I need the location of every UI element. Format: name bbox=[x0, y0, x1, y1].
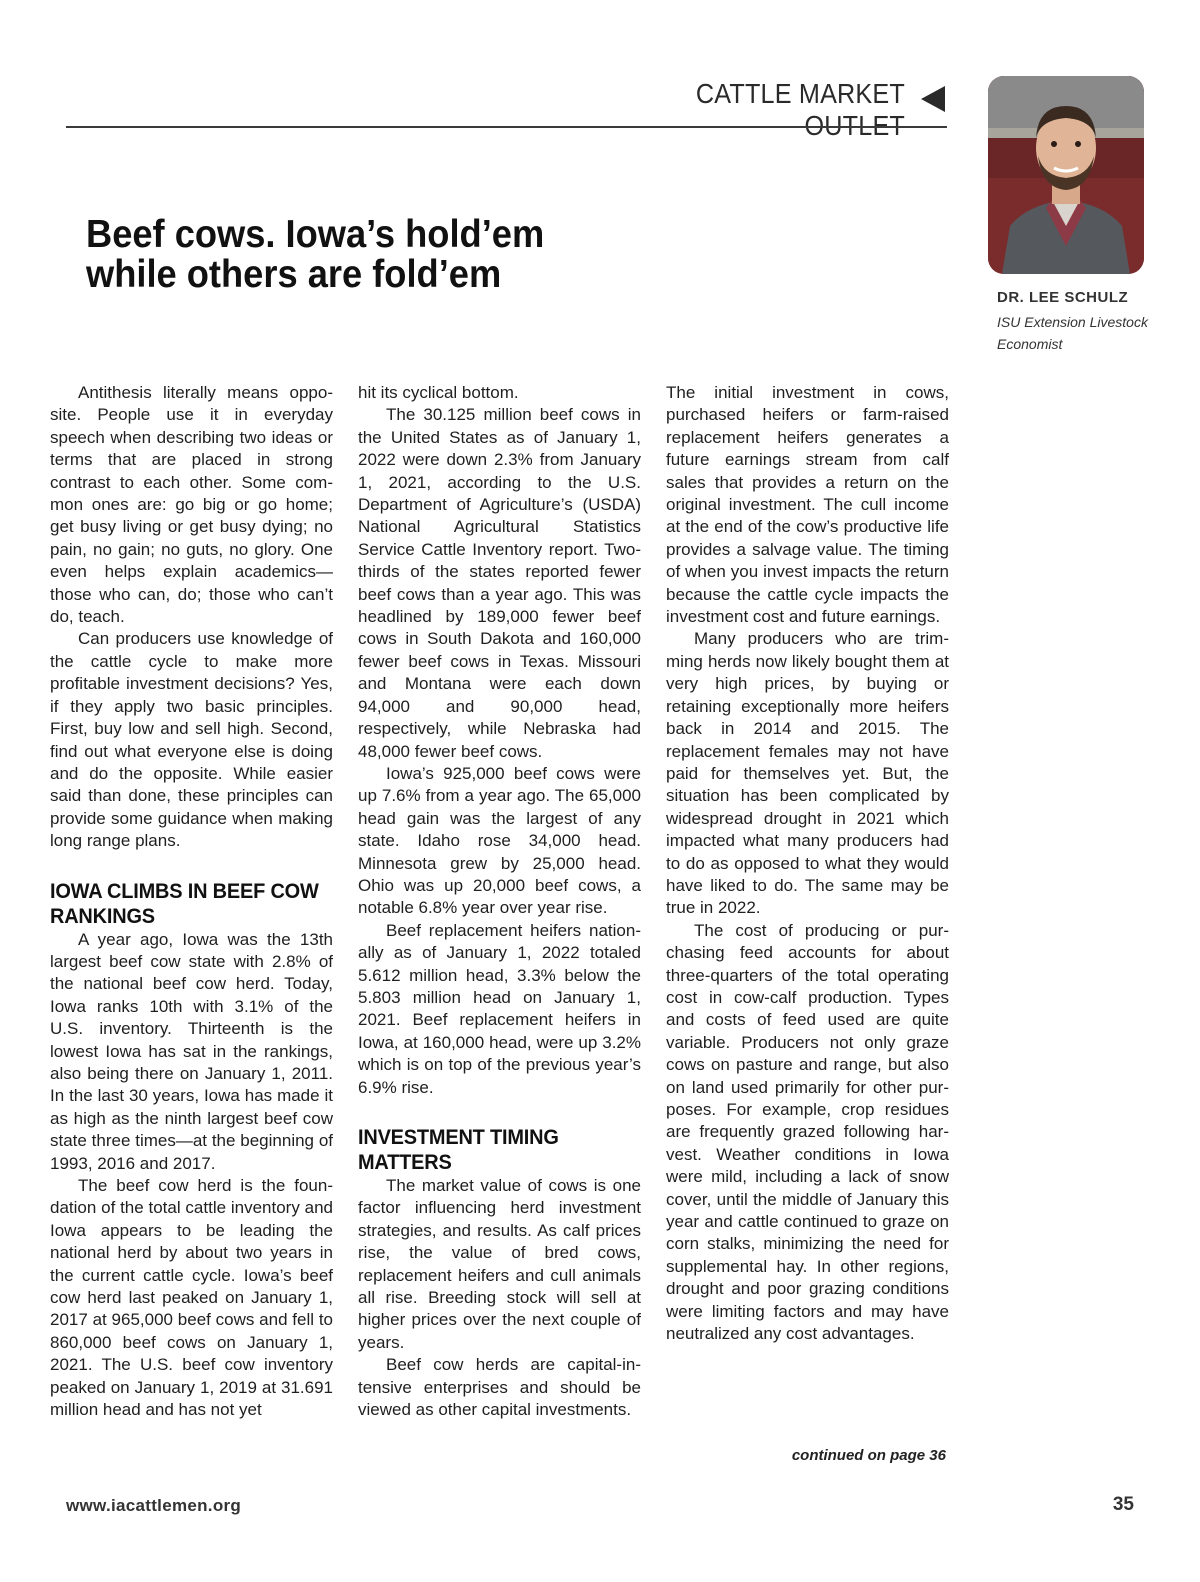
section-arrow-icon bbox=[921, 86, 945, 112]
header-divider bbox=[66, 126, 947, 128]
paragraph: The market value of cows is one factor influencing herd investment strategies, and results. As calf prices rise, the value of bred cows, replacement heifers and cull animals all rise. Breeding stock will sell at higher prices over the next couple of years. bbox=[358, 1176, 641, 1352]
section-heading: INVESTMENT TIMING MATTERS bbox=[358, 1126, 559, 1174]
paragraph: Antithesis literally means opposite. People use it in everyday speech when describing two ideas or terms that are placed in strong contrast to each other. Some common ones are: go big or go home; get busy living or get busy dying; no pain, no gain; no guts, no glory. One even helps explain academics—those who can, do; those who can’t do, teach. bbox=[50, 383, 333, 627]
footer-website-link[interactable]: www.iacattlemen.org bbox=[66, 1496, 242, 1515]
paragraph: The beef cow herd is the foundation of the total cattle inventory and Iowa appears to be leading the national herd by about two years in the current cattle cycle. Iowa’s beef cow herd last peaked on January 1, 2017 at 965,000 beef cows and fell to 860,000 beef cows on January 1, 2021. The U.S. beef cow inventory peaked on January 1, 2019 at 31.691 million head and has not yet bbox=[50, 1176, 333, 1420]
paragraph: Many producers who are trimming herds now likely bought them at very high prices, by buying or retaining exceptionally more heifers back in 2014 and 2015. The replacement females may not have paid for themselves yet. But, the situation has been complicated by widespread drought in 2021 which impacted what many producers had to do as opposed to what they would have liked to do. The same may be true in 2022. bbox=[666, 629, 949, 918]
author-name: DR. LEE SCHULZ bbox=[997, 289, 1129, 306]
page-number: 35 bbox=[1112, 1494, 1134, 1515]
section-heading: IOWA CLIMBS IN BEEF COW RANKINGS bbox=[50, 879, 319, 928]
paragraph: A year ago, Iowa was the 13th largest beef cow state with 2.8% of the national beef cow herd. Today, Iowa ranks 10th with 3.1% of the U.S. inventory. Thirteenth is the lowest Iowa has sat in the rankings, also being there on January 1, 2011. In the last 30 years, Iowa has made it as high as the ninth largest beef cow state three times—at the beginning of 1993, 2016 and 2017. bbox=[50, 929, 333, 1173]
paragraph: Beef cow herds are capital-intensive enterprises and should be viewed as other capital investments. bbox=[358, 1355, 641, 1420]
author-photo bbox=[988, 76, 1144, 274]
article-headline: Beef cows. Iowa’s hold’em while others are fold’em bbox=[86, 213, 545, 296]
paragraph: Iowa’s 925,000 beef cows were up 7.6% from a year ago. The 65,000 head gain was the largest of any state. Idaho rose 34,000 head. Minnesota grew by 25,000 head. Ohio was up 20,000 beef cows, a notable 6.8% year over year rise. bbox=[358, 763, 641, 918]
continued-note: continued on page 36 bbox=[791, 1447, 946, 1464]
paragraph: The 30.125 million beef cows in the United States as of January 1, 2022 were down 2.3% from January 1, 2021, according to the U.S. Department of Agriculture’s (USDA) National Agricultural Statistics Service Cattle Inventory report. Two-thirds of the states reported fewer beef cows than a year ago. This was headlined by 189,000 fewer beef cows in South Dakota and 160,000 fewer beef cows in Texas. Missouri and Montana were each down 94,000 and 90,000 head, respectively, while Nebraska had 48,000 fewer beef cows. bbox=[358, 405, 641, 761]
author-title: ISU Extension Livestock Economist bbox=[997, 314, 1148, 352]
paragraph: Can producers use knowledge of the cattle cycle to make more profitable investment decisions? Yes, if they apply two basic principles. First, buy low and sell high. Second, find out what everyone else is doing and do the opposite. While easier said than done, these principles can provide some guidance when making long range plans. bbox=[50, 629, 333, 851]
paragraph: The cost of producing or purchasing feed accounts for about three-quarters of the total operating cost in cow-calf production. Types and costs of feed used are quite variable. Producers not only graze cows on pasture and range, but also on land used primarily for other purposes. For example, crop residues are frequently grazed following harvest. Weather conditions in Iowa were mild, including a lack of snow cover, until the middle of January this year and cattle continued to graze on corn stalks, minimizing the need for supplemental hay. In other regions, drought and poor grazing conditions were limiting factors and may have neutralized any cost advantages. bbox=[666, 920, 949, 1344]
article-column-2 bbox=[358, 382, 641, 1421]
article-column-3 bbox=[666, 382, 949, 1345]
paragraph: The initial investment in cows, purchased heifers or farm-raised replacement heifers generates a future earnings stream from calf sales that provides a return on the original investment. The cull income at the end of the cow’s productive life provides a salvage value. The timing of when you invest impacts the return because the cattle cycle impacts the investment cost and future earnings. bbox=[666, 383, 949, 627]
article-column-1 bbox=[50, 382, 333, 1421]
paragraph: hit its cyclical bottom. bbox=[358, 383, 519, 402]
paragraph: Beef replacement heifers nationally as of January 1, 2022 totaled 5.612 million head, 3.3% below the 5.803 million head on January 1, 2021. Beef replacement heifers in Iowa, at 160,000 head, were up 3.2% which is on top of the previous year’s 6.9% rise. bbox=[358, 920, 641, 1097]
section-label: CATTLE MARKET OUTLET bbox=[695, 78, 905, 141]
